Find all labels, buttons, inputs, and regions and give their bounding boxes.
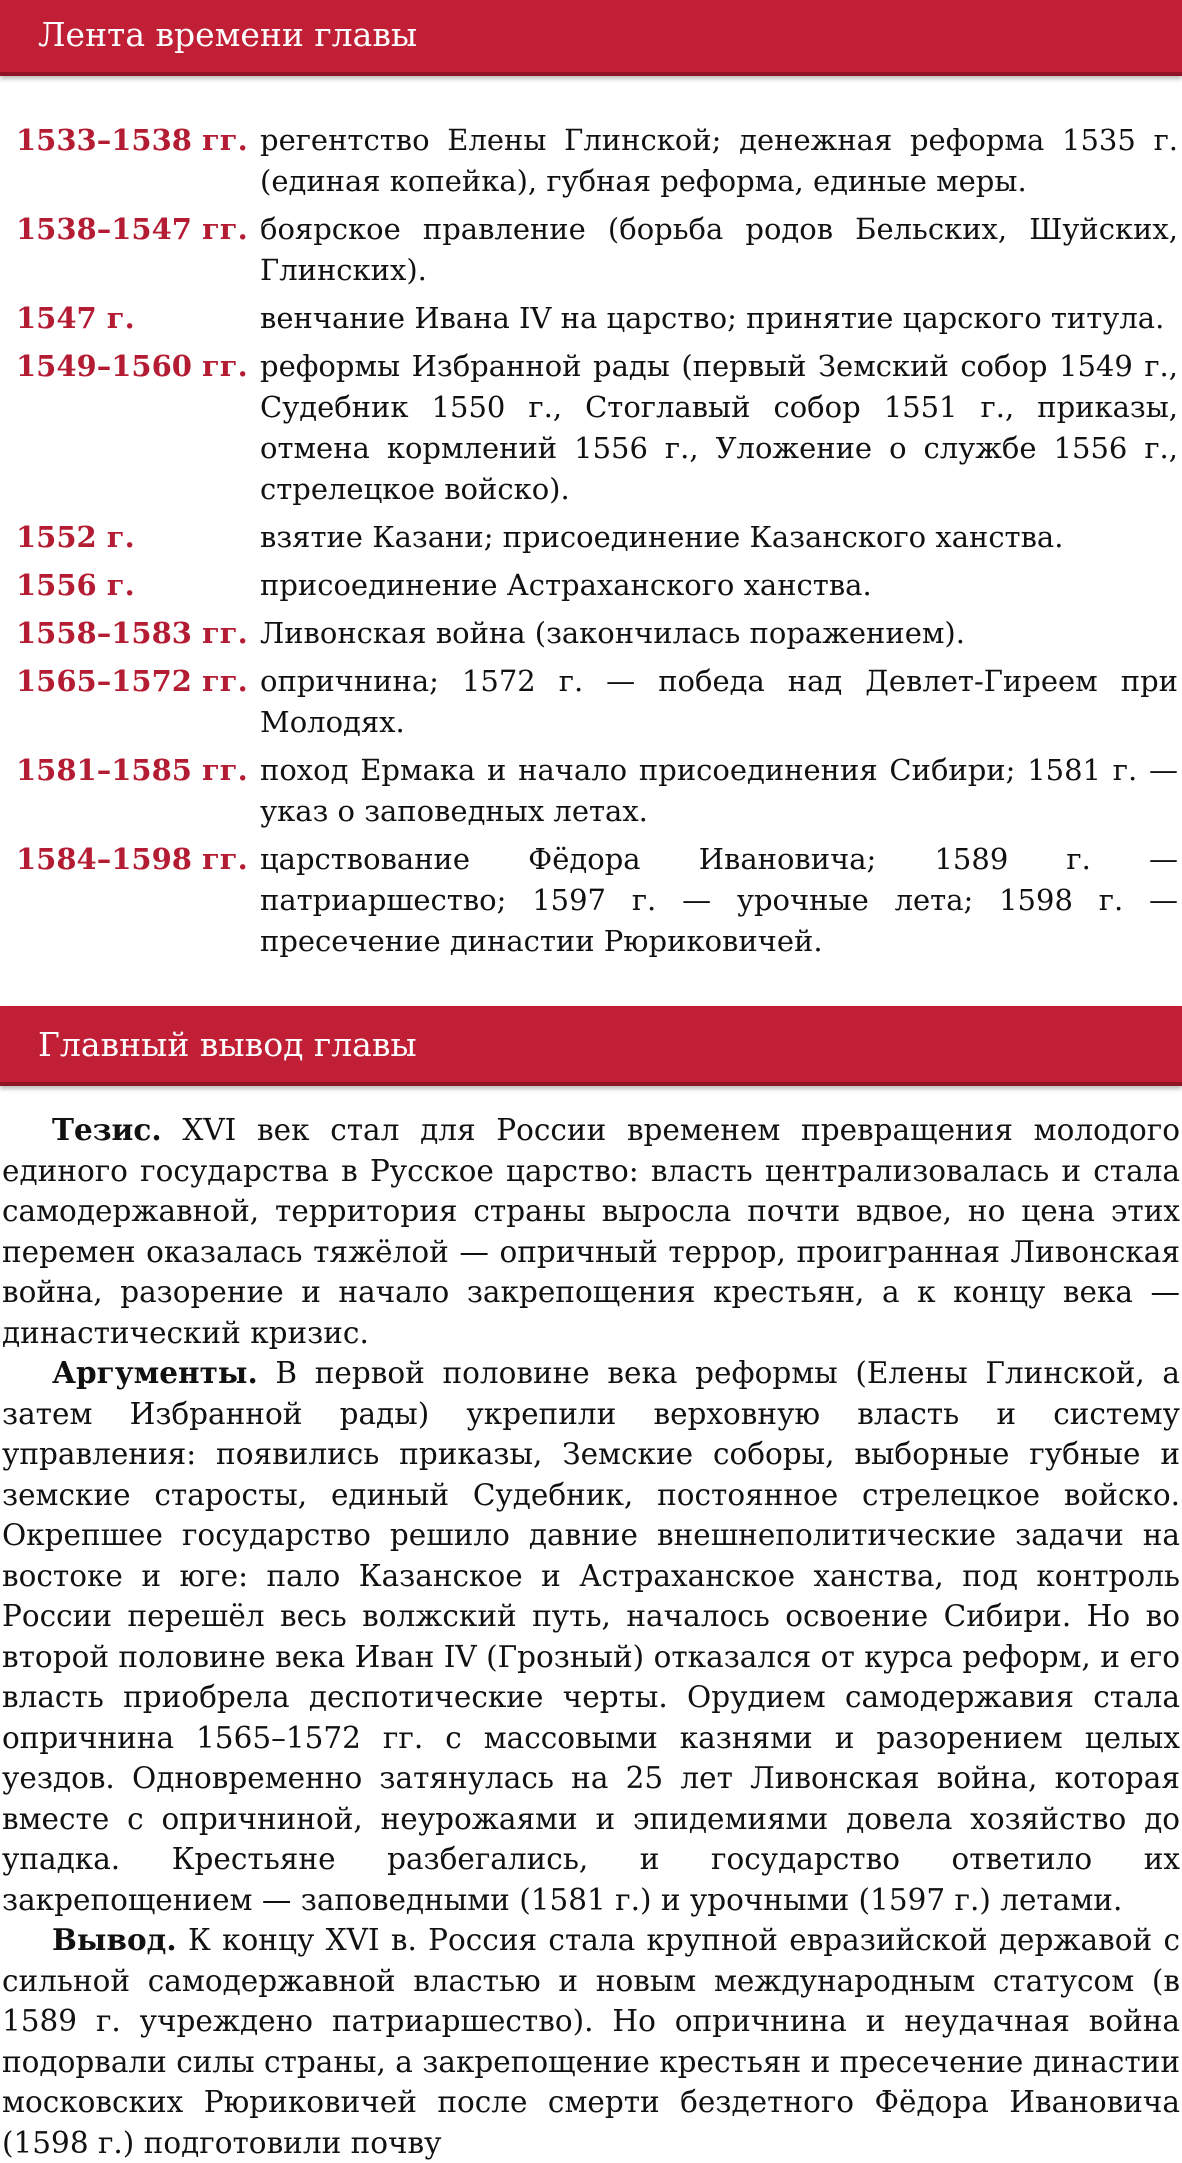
timeline-entry — [0, 839, 1182, 962]
timeline-section-header — [0, 0, 1182, 76]
timeline-event-text: боярское правление (борьба родов Бельских, Шуйских, Глинских). — [260, 212, 1178, 287]
timeline-entry — [0, 750, 1182, 832]
paragraph-text: К концу XVI в. Россия стала крупной евразийской державой с сильной самодержавной властью и новым международным статусом (в 1589 г. учреждено патриаршество). Но опричнина и неудачная война подорвали силы страны, а закрепощение крестьян и пресечение династии московских Рюриковичей после смерти бездетного Фёдора Ивановича (1598 г.) подготовили почву — [2, 1923, 1180, 2160]
timeline-event-text: взятие Казани; присоединение Казанского ханства. — [260, 520, 1064, 554]
paragraph-text: В первой половине века реформы (Елены Глинской, а затем Избранной рады) укрепили верховную власть и систему управления: появились приказы, Земские соборы, выборные губные и земские старосты, единый Судебник, постоянное стрелецкое войско. Окрепшее государство решило давние внешнеполитические задачи на востоке и юге: пало Казанское и Астраханское ханства, под контроль России перешёл весь волжский путь, началось освоение Сибири. Но во второй половине века Иван IV (Грозный) отказался от курса реформ, и его власть приобрела деспотические черты. Орудием самодержавия стала опричнина 1565–1572 гг. с массовыми казнями и разорением целых уездов. Одновременно затянулась на 25 лет Ливонская война, которая вместе с опричниной, неурожаями и эпидемиями довела хозяйство до упадка. Крестьяне разбегались, и государство ответило их закрепощением — заповедными (1581 г.) и урочными (1597 г.) летами. — [2, 1356, 1180, 1917]
timeline-entry — [0, 120, 1182, 202]
timeline-event-text: присоединение Астраханского ханства. — [260, 568, 872, 602]
timeline-entry — [0, 517, 1182, 558]
timeline-date: 1556 г. — [16, 568, 135, 602]
timeline-entry — [0, 661, 1182, 743]
timeline-entry — [0, 613, 1182, 654]
timeline-date: 1552 г. — [16, 520, 135, 554]
timeline-date: 1581–1585 гг. — [16, 753, 248, 787]
timeline-list — [0, 120, 1182, 969]
paragraph-lead-term: Вывод. — [52, 1922, 177, 1957]
timeline-section-title: Лента времени главы — [38, 15, 418, 54]
timeline-date: 1584–1598 гг. — [16, 842, 248, 876]
timeline-entry — [0, 298, 1182, 339]
summary-body — [0, 1110, 1182, 2163]
paragraph-text: XVI век стал для России временем превращения молодого единого государства в Русское царство: власть централизовалась и стала самодержавной, территория страны выросла почти вдвое, но цена этих перемен оказалась тяжёлой — опричный террор, проигранная Ливонская война, разорение и начало закрепощения крестьян, а к концу века — династический кризис. — [2, 1113, 1180, 1350]
timeline-event-text: венчание Ивана IV на царство; принятие царского титула. — [260, 301, 1165, 335]
timeline-date: 1533–1538 гг. — [16, 123, 248, 157]
timeline-event-text: регентство Елены Глинской; денежная реформа 1535 г. (единая копейка), губная реформа, единые меры. — [260, 123, 1178, 198]
paragraph-lead-term: Тезис. — [52, 1112, 162, 1147]
summary-section-header — [0, 1006, 1182, 1086]
timeline-entry — [0, 209, 1182, 291]
timeline-date: 1549–1560 гг. — [16, 349, 248, 383]
timeline-event-text: царствование Фёдора Ивановича; 1589 г. — патриаршество; 1597 г. — урочные лета; 1598 г. — пресечение династии Рюриковичей. — [260, 842, 1178, 958]
timeline-date: 1538–1547 гг. — [16, 212, 248, 246]
timeline-event-text: поход Ермака и начало присоединения Сибири; 1581 г. — указ о заповедных летах. — [260, 753, 1178, 828]
paragraph-lead-term: Аргументы. — [52, 1355, 258, 1390]
summary-paragraph — [2, 1353, 1180, 1920]
timeline-entry — [0, 346, 1182, 510]
summary-section-title: Главный вывод главы — [38, 1025, 417, 1064]
summary-paragraph — [2, 1920, 1180, 2163]
summary-paragraph — [2, 1110, 1180, 1353]
timeline-event-text: опричнина; 1572 г. — победа над Девлет-Гиреем при Молодях. — [260, 664, 1178, 739]
timeline-event-text: реформы Избранной рады (первый Земский собор 1549 г., Судебник 1550 г., Стоглавый собор 1551 г., приказы, отмена кормлений 1556 г., Уложение о службе 1556 г., стрелецкое войско). — [260, 349, 1178, 506]
timeline-event-text: Ливонская война (закончилась поражением). — [260, 616, 965, 650]
timeline-date: 1558–1583 гг. — [16, 616, 248, 650]
timeline-date: 1547 г. — [16, 301, 135, 335]
timeline-entry — [0, 565, 1182, 606]
timeline-date: 1565–1572 гг. — [16, 664, 248, 698]
